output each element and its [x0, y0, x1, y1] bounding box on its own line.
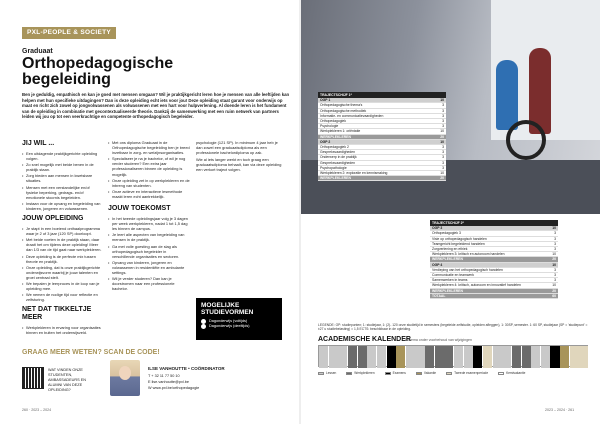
row-label: TOTAAL [432, 293, 446, 298]
row-value: 3 [442, 165, 444, 170]
row-value: 10 [552, 262, 556, 267]
heading-jouw-opleiding: JOUW OPLEIDING [22, 215, 84, 223]
legend-label: Tweede examenperiode [454, 371, 489, 375]
row-value: 3 [442, 119, 444, 124]
row-label: Orthopedagogische methodiek [320, 108, 367, 113]
row-value: 3 [554, 241, 556, 246]
calendar-week [512, 346, 521, 368]
list-item: • Met beide voeten in de praktijk staan, daar draait het om tijdens deze opleiding! Meer dan 1/3 van de tijd gaat naar werkplekleren. [22, 237, 102, 252]
row-label: Samenwerken in teams [432, 278, 468, 283]
column-1 [22, 140, 102, 337]
row-value: 20 [440, 134, 444, 139]
row-value: 3 [442, 155, 444, 160]
row-value: 3 [442, 113, 444, 118]
row-label: Gespreksvaardigheden [320, 150, 356, 155]
calendar-week [396, 346, 405, 368]
calendar-week [531, 346, 540, 368]
legend-item [446, 371, 488, 375]
row-label: Psychopathologie [320, 165, 347, 170]
heading-tikkeltje-meer: NET DAT TIKKELTJE MEER [22, 306, 92, 322]
row-value: 10 [440, 98, 444, 103]
intro-paragraph: Ben je geduldig, empathisch en kan je goed met mensen omgaan? Wil je praktijkgericht leren hoe je mensen van alle leeftijden kan helpen met hun specifieke uitdagingen? Dan is deze opleiding echt iets voor jou! Deze opleiding staat garant voor onderwijs op maat en richt zich zowel op jongvolwassenen als volwassenen met een hart voor hulpverlening. Al doende leren is het fundament van de opleiding in combinatie met gecontextualiseerde theorie. Dankzij de samenwerking met een ruim netwerk van partners leiden wij jou op tot een veerkrachtige en competente orthopedagogisch begeleider. [22, 92, 290, 120]
list-item: • Onze opleiding, dat is onze praktijkgerichte onderwijsvorm waarbij je jouw talenten en groei centraal stelt. [22, 265, 102, 280]
calendar-week [483, 346, 492, 368]
row-label: Verdieping van het orthopedagogisch handelen [432, 267, 503, 272]
list-item: • Zo snel mogelijk met beide benen in de praktijk staan. [22, 162, 102, 172]
paragraph: psychologie (121 SP). In minimum 4 jaar heb je dan zowel een graduaatsdiploma als een professionele bachelordiploma op zak. [196, 140, 278, 156]
list-item: • Ga met volle goesting aan de slag als orthopedagogisch begeleider in verschillende organisaties en sectoren. [108, 244, 190, 259]
list-item: • In het tweede opleidingsjaar volg je 3 dagen per week werkplekleren, nadat 1 tot 1,5 dag les binnen de campus. [108, 216, 190, 231]
contact-website[interactable]: W www.pxl.be/orthopedagogie [148, 386, 200, 390]
row-label: Orthopedagogiek 3 [432, 231, 461, 236]
list-col2 [108, 140, 190, 199]
legend-text: LEGENDE: OP: studiepunten; 1: studiejaar, 1: (2)- 120 onze studietijd in semesters (begeleide zelfstudie, opleiden afleggen), 1: 30SP, semester. 1: 60 SP, studiejaar (SP = 'studiepunt' = ±27 u studiebelasting) = 1,5 ECTS: beschikbaar in de opleiding. [318, 323, 588, 332]
academic-calendar-bar [318, 345, 588, 367]
table-heading: TRAJECTSCHIJF 2* [430, 220, 558, 226]
list-item: • Instaan voor de opvang en begeleiding van kinderen, jongeren en volwassenen. [22, 201, 102, 211]
legend-swatch [446, 372, 452, 375]
list-item: • Opvang van kinderen, jongeren en volwassenen in residentiële en ambulante settings. [108, 260, 190, 275]
row-value: 3 [554, 278, 556, 283]
row-label: Informatie- en communicatievaardigheden [320, 113, 384, 118]
list-item: • Met ons diploma Graduaat in de Orthopedagogische begeleiding ben je breed inzetbaar in zorg- en welzijnsorganisaties. [108, 140, 190, 155]
list-jouw-toekomst [108, 216, 190, 291]
calendar-heading: ACADEMISCHE KALENDER [318, 336, 411, 343]
calendar-week [560, 346, 569, 368]
coordinator-photo [110, 360, 140, 396]
legend-label: Examens [392, 371, 406, 375]
row-value: 3 [554, 247, 556, 252]
calendar-week [348, 346, 357, 368]
legend-swatch [416, 372, 422, 375]
row-value: 3 [442, 145, 444, 150]
studievormen-heading: MOGELIJKE STUDIEVORMEN [201, 302, 254, 316]
table-row [430, 294, 558, 299]
calendar-week [329, 346, 338, 368]
calendar-week [454, 346, 463, 368]
legend-label: Lessen [326, 371, 337, 375]
legend-swatch [498, 372, 504, 375]
heading-jij-wil: JIJ WIL ... [22, 140, 55, 147]
row-value: 20 [552, 257, 556, 262]
calendar-week [425, 346, 434, 368]
legend-swatch [385, 372, 391, 375]
row-value: 10 [552, 283, 556, 288]
row-value: 3 [554, 231, 556, 236]
legend-swatch [318, 372, 324, 375]
contact-heading: GRAAG MEER WETEN? SCAN DE CODE! [22, 349, 160, 356]
row-label: WERKPLEKLEREN [432, 257, 463, 262]
qr-code[interactable] [22, 367, 44, 389]
calendar-week [415, 346, 424, 368]
list-item: • Specialiseer je na je bachelor, of wil je nog verder studeren? Een extra jaar professionaliseren binnen de opleiding is mogelijk. [108, 156, 190, 176]
row-value: 3 [554, 267, 556, 272]
page-footer-left: 260 · 2023 – 2024 [22, 408, 52, 412]
calendar-week [541, 346, 550, 368]
legend-label: Kerstvakantie [506, 371, 526, 375]
calendar-week [473, 346, 482, 368]
calendar-subtitle: Schema onder voorbehoud van wijzigingen [405, 338, 472, 342]
list-item: • Wil je verder studeren? Dan kan je doorstromen naar een professionele bachelor. [108, 276, 190, 291]
row-label: OGP 1 [320, 98, 331, 103]
list-item: • Je leert alle aspecten van begeleiding van mensen in de praktijk. [108, 232, 190, 242]
column-2 [108, 140, 190, 292]
legend-label: Werkplekleren [354, 371, 375, 375]
column-3 [196, 140, 284, 175]
calendar-week [377, 346, 386, 368]
row-value: 20 [440, 176, 444, 181]
calendar-week [550, 346, 559, 368]
calendar-week [435, 346, 444, 368]
studievorm-row [201, 324, 277, 329]
row-label: Werkplekleren 4: kritisch, autonoom en innovatief handelen [432, 283, 521, 288]
row-label: WERKPLEKLEREN [320, 176, 351, 181]
list-jouw-opleiding [22, 226, 102, 302]
calendar-week [570, 346, 579, 368]
list-item: • We nemen de nodige tijd voor reflectie en zelfsturing. [22, 292, 102, 302]
legend-item [318, 371, 336, 375]
trajectschijf-1-table [318, 92, 446, 181]
qr-caption: WAT VINDEN ONZE STUDENTEN, AMBASSADEURS EN ALUMNI VAN DEZE OPLEIDING? [48, 368, 86, 392]
list-item: • Deze opleiding is de perfecte mix tussen theorie en praktijk. [22, 254, 102, 264]
legend-item [385, 371, 406, 375]
row-label: Visie op orthopedagogisch handelen [432, 236, 487, 241]
row-label: Werkplekleren 3: kritisch en autonoom handelen [432, 252, 505, 257]
calendar-week [358, 346, 367, 368]
legend-item [416, 371, 436, 375]
row-label: Gespreksvaardigheden [320, 160, 356, 165]
calendar-week [387, 346, 396, 368]
row-value: 3 [442, 150, 444, 155]
page-title: Orthopedagogische begeleiding [22, 55, 174, 88]
legend-item [346, 371, 374, 375]
list-item: • Onze opleiding zet in op werkplekleren en de inbreng van studenten. [108, 178, 190, 188]
calendar-week [319, 346, 328, 368]
row-value: 10 [440, 171, 444, 176]
row-label: WERKPLEKLEREN [320, 134, 351, 139]
row-value: 3 [442, 124, 444, 129]
calendar-week [367, 346, 376, 368]
row-label: OGP 4 [432, 262, 443, 267]
row-value: 3 [442, 160, 444, 165]
paragraph: Wie al iets langer werkt en toch graag een graduaatsdiploma behaalt, kan via deze opleiding een verkort traject volgen. [196, 157, 282, 173]
row-value: 10 [552, 252, 556, 257]
calendar-week [406, 346, 415, 368]
calendar-week [493, 346, 502, 368]
row-value: 60 [552, 293, 556, 298]
program-type: Graduaat [22, 48, 53, 55]
row-label: Communicatie en teamwerk [432, 273, 475, 278]
list-item: • Een uitdagende praktijkgerichte opleiding volgen. [22, 151, 102, 161]
list-item: • Mensen met een verstandelijke en/of fysieke beperking, gedrags- en/of emotionele stoornis begeleiden. [22, 185, 102, 200]
list-item: • Onze actieve en interactieve lesmethode maakt leren echt aantrekkelijk. [108, 189, 190, 199]
row-label: Psychologie [320, 124, 339, 129]
studievorm-label: Dagonderwijs (deeltijds) [209, 324, 250, 328]
row-value: 10 [552, 226, 556, 231]
list-item: • We bepalen je leerproces in de loop van je opleiding mee. [22, 281, 102, 291]
table-row [318, 176, 446, 181]
row-value: 3 [554, 236, 556, 241]
calendar-week [579, 346, 588, 368]
row-label: Orthopedagogische thema's [320, 103, 363, 108]
heading-jouw-toekomst: JOUW TOEKOMST [108, 205, 171, 213]
row-label: WERKPLEKLEREN [432, 288, 463, 293]
row-value: 3 [442, 108, 444, 113]
calendar-legend [318, 371, 588, 375]
list-jij-wil [22, 151, 102, 211]
legend-label: Vakantie [423, 371, 437, 375]
row-value: 3 [442, 103, 444, 108]
row-value: 3 [554, 273, 556, 278]
list-item: • Je stapt in een boeiend onthaalprogramma waar je 2 of 3 jaar (120 SP) doorloopt. [22, 226, 102, 236]
list-tikkeltje-meer [22, 325, 102, 335]
row-label: Onderwerp in de praktijk [320, 155, 357, 160]
contact-email[interactable]: E ilse.vanhoutte@pxl.be [148, 380, 190, 384]
row-value: 20 [552, 288, 556, 293]
page-footer-right: 2023 – 2024 · 261 [545, 408, 575, 412]
legend-swatch [346, 372, 352, 375]
row-label: Zorgverlening en ethiek [432, 247, 468, 252]
row-label: Werkplekleren 2: exploratie en kennismaking [320, 171, 388, 176]
calendar-week [464, 346, 473, 368]
row-label: Teamgericht begeleidend handelen [432, 241, 485, 246]
calendar-week [444, 346, 453, 368]
row-value: 10 [440, 129, 444, 134]
list-item: • Zorg bieden aan mensen in kwetsbare situaties. [22, 173, 102, 183]
department-tag: PXL-PEOPLE & SOCIETY [22, 27, 116, 39]
row-label: Orthopedagogiek [320, 119, 347, 124]
row-value: 10 [440, 139, 444, 144]
studievormen-box [196, 298, 282, 340]
studievorm-label: Dagonderwijs (voltijds) [209, 319, 248, 323]
legend-item [498, 371, 525, 375]
calendar-week [522, 346, 531, 368]
row-label: Werkplekleren 1: oriëntatie [320, 129, 361, 134]
list-item: • Werkplekleren in ervaring voor organisaties binnen en buiten het onderwijsveld. [22, 325, 102, 335]
contact-phone[interactable]: T + 32 11 77 50 10 [148, 374, 180, 378]
row-label: OGP 2 [320, 139, 331, 144]
calendar-week [338, 346, 347, 368]
calendar-week [502, 346, 511, 368]
coordinator-name: ILSE VANHOUTTE • COÖRDINATOR [148, 366, 225, 371]
half-sun-icon [201, 324, 206, 329]
trajectschijf-2-table [430, 220, 558, 299]
row-label: OGP 3 [432, 226, 443, 231]
row-label: Orthopedagogiek 2 [320, 145, 349, 150]
table-heading: TRAJECTSCHIJF 1* [318, 92, 446, 98]
